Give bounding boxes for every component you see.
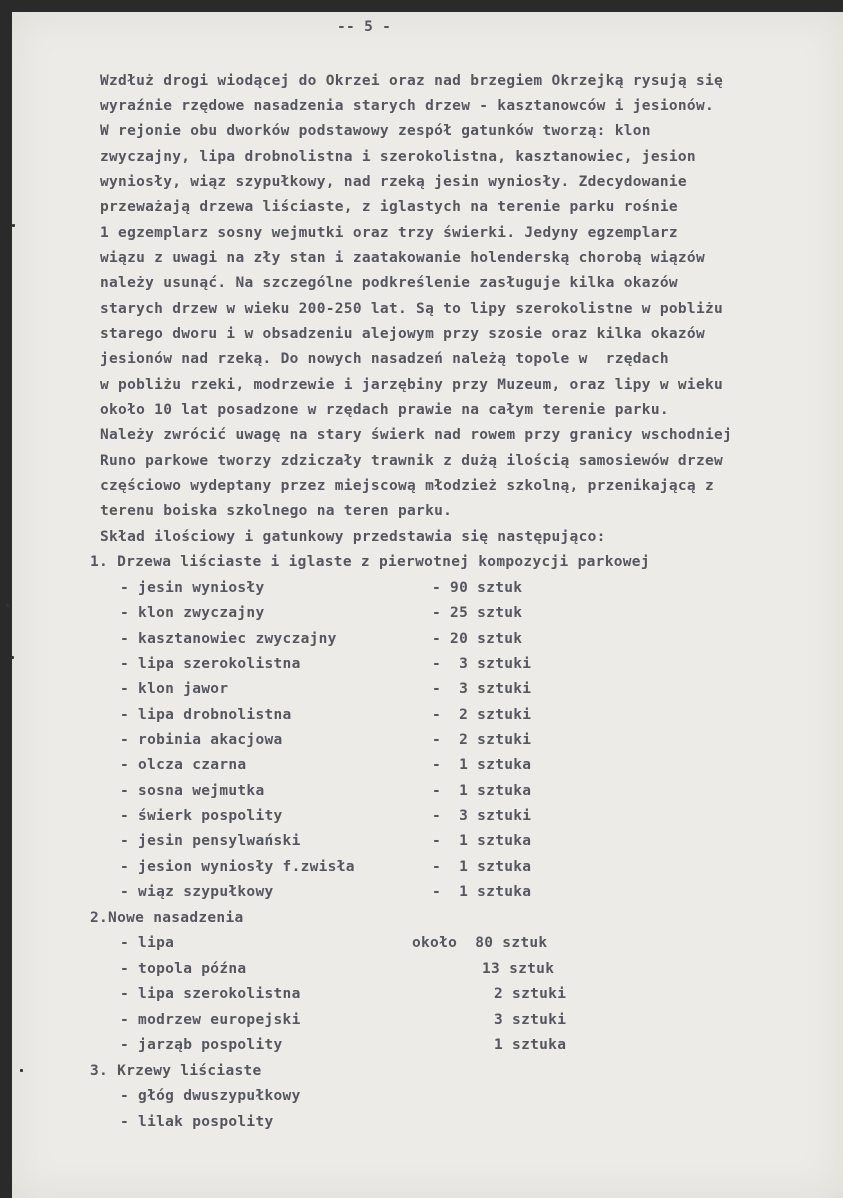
list-item [120,680,532,698]
list-item [120,1011,567,1029]
species-quantity: - 25 sztuk [432,605,523,621]
paragraph-line: Należy zwrócić uwagę na stary świerk nad rowem przy granicy wschodniej [100,427,733,443]
paragraph-line: Wzdłuż drogi wiodącej do Okrzei oraz nad brzegiem Okrzejką rysują się [100,73,724,89]
species-name: - klon zwyczajny [120,605,265,621]
species-quantity: - 3 sztuki [432,808,532,824]
list-item [120,731,532,749]
paragraph-line: wiązu z uwagi na zły stan i zaatakowanie holenderską chorobą wiązów [100,250,705,266]
species-name: - jesin wyniosły [120,580,265,596]
species-name: - kasztanowiec zwyczajny [120,631,337,647]
paragraph-line: starego dworu i w obsadzeniu alejowym przy szosie oraz kilka okazów [100,326,705,342]
species-name: - jarząb pospolity [120,1037,283,1053]
section-heading: 1. Drzewa liściaste i iglaste z pierwotnej kompozycji parkowej [90,554,650,570]
paragraph-line: przeważają drzewa liściaste, z iglastych na terenie parku rośnie [100,199,678,215]
paragraph-line: należy usunąć. Na szczególne podkreślenie zasługuje kilka okazów [100,275,678,291]
list-item [120,604,523,622]
species-name: - głóg dwuszypułkowy [120,1088,301,1104]
paragraph-line: w pobliżu rzeki, modrzewie i jarzębiny przy Muzeum, oraz lipy w wieku [100,377,724,393]
species-name: - jesin pensylwański [120,833,301,849]
species-quantity: 13 sztuk [482,961,555,977]
species-quantity: - 3 sztuki [432,656,532,672]
species-quantity: około 80 sztuk [412,935,548,951]
species-name: - lipa [120,935,175,951]
species-name: - świerk pospolity [120,808,283,824]
paragraph-line: jesionów nad rzeką. Do nowych nasadzeń należą topole w rzędach [100,351,669,367]
species-name: - wiąz szypułkowy [120,884,274,900]
species-quantity: 1 sztuka [494,1037,567,1053]
paragraph-line: terenu boiska szkolnego na teren parku. [100,503,453,519]
species-quantity: - 3 sztuki [432,681,532,697]
list-item [120,579,523,597]
list-item [120,858,532,876]
document-page [12,12,843,1198]
list-item [120,807,532,825]
species-quantity: - 1 sztuka [432,783,532,799]
paragraph-line: wyniosły, wiąz szypułkowy, nad rzeką jesin wyniosły. Zdecydowanie [100,174,687,190]
species-quantity: - 20 sztuk [432,631,523,647]
species-quantity: - 1 sztuka [432,757,532,773]
margin-mark [12,224,15,227]
paragraph-line: zwyczajny, lipa drobnolistna i szerokolistna, kasztanowiec, jesion [100,149,696,165]
species-name: - lipa szerokolistna [120,986,301,1002]
paragraph-line: wyraźnie rzędowe nasadzenia starych drzew - kasztanowców i jesionów. [100,98,715,114]
species-name: - klon jawor [120,681,229,697]
paragraph-line: Runo parkowe tworzy zdziczały trawnik z dużą ilością samosiewów drzew [100,453,724,469]
paragraph-line: częściowo wydeptany przez miejscową młodzież szkolną, przenikającą z [100,478,715,494]
list-item [120,630,523,648]
section-heading: 2.Nowe nasadzenia [90,910,244,926]
species-name: - lilak pospolity [120,1114,274,1130]
list-item [120,985,567,1003]
species-name: - modrzew europejski [120,1012,301,1028]
list-item [120,832,532,850]
species-name: - lipa szerokolistna [120,656,301,672]
page-number: -- 5 - [337,19,392,35]
species-quantity: - 2 sztuki [432,732,532,748]
species-quantity: - 1 sztuka [432,884,532,900]
paragraph-line: około 10 lat posadzone w rzędach prawie na całym terenie parku. [100,402,669,418]
margin-mark [11,656,14,659]
margin-mark [20,1069,23,1072]
paragraph-line: 1 egzemplarz sosny wejmutki oraz trzy świerki. Jedyny egzemplarz [100,225,678,241]
list-item [120,756,532,774]
paragraph-line: Skład ilościowy i gatunkowy przedstawia się następująco: [100,529,606,545]
species-name: - olcza czarna [120,757,247,773]
list-item [120,706,532,724]
species-quantity: - 1 sztuka [432,833,532,849]
list-item [120,1036,567,1054]
species-quantity: - 2 sztuki [432,707,532,723]
species-quantity: - 90 sztuk [432,580,523,596]
species-quantity: - 1 sztuka [432,859,532,875]
species-quantity: 2 sztuki [494,986,567,1002]
margin-mark [6,604,9,607]
list-item [120,655,532,673]
species-quantity: 3 sztuki [494,1012,567,1028]
species-name: - sosna wejmutka [120,783,265,799]
species-name: - robinia akacjowa [120,732,283,748]
species-name: - jesion wyniosły f.zwisła [120,859,355,875]
list-item [120,883,532,901]
paragraph-line: starych drzew w wieku 200-250 lat. Są to lipy szerokolistne w pobliżu [100,301,724,317]
paragraph-line: W rejonie obu dworków podstawowy zespół gatunków tworzą: klon [100,123,651,139]
list-item [120,960,555,978]
list-item [120,1087,301,1105]
list-item [120,1113,274,1131]
list-item [120,934,548,952]
section-heading: 3. Krzewy liściaste [90,1063,262,1079]
list-item [120,782,532,800]
species-name: - lipa drobnolistna [120,707,292,723]
species-name: - topola późna [120,961,247,977]
